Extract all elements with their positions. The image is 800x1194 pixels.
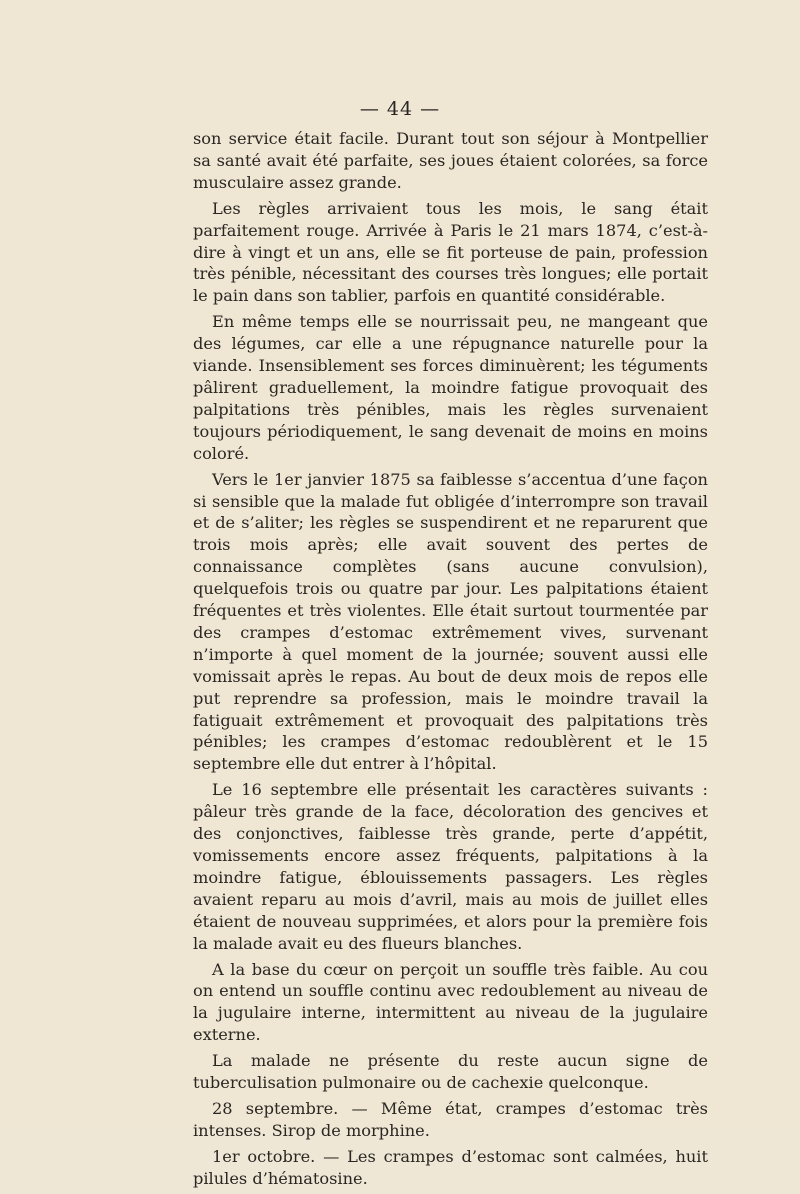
paragraph: 28 septembre. — Même état, crampes d’estomac très intenses. Sirop de morphine. bbox=[193, 1098, 708, 1140]
paragraph: Vers le 1er janvier 1875 sa faiblesse s’accentua d’une façon si sensible que la malade fut obligée d’interrompre son travail et de s’aliter; les règles se suspendirent et ne reparurent que trois mois après; elle avait souvent des pertes de connaissance complètes (sans aucune convulsion), quelquefois trois ou quatre par jour. Les palpitations étaient fréquentes et très violentes. Elle était surtout tourmentée par des crampes d’estomac extrêmement vives, survenant n’importe à quel moment de la journée; souvent aussi elle vomissait après le repas. Au bout de deux mois de repos elle put reprendre sa profession, mais le moindre travail la fatiguait extrêmement et provoquait des palpitations très pénibles; les crampes d’estomac redoublèrent et le 15 septembre elle dut entrer à l’hôpital. bbox=[193, 469, 708, 774]
paragraph: A la base du cœur on perçoit un souffle très faible. Au cou on entend un souffle continu avec redoublement au niveau de la jugulaire interne, intermittent au niveau de la jugulaire externe. bbox=[193, 959, 708, 1045]
body-text bbox=[193, 128, 708, 1194]
paragraph: son service était facile. Durant tout son séjour à Montpellier sa santé avait été parfaite, ses joues étaient colorées, sa force musculaire assez grande. bbox=[193, 129, 708, 192]
page-number: — 44 — bbox=[359, 98, 441, 120]
paragraph: La malade ne présente du reste aucun signe de tuberculisation pulmonaire ou de cachexie quelconque. bbox=[193, 1051, 708, 1093]
paragraph: En même temps elle se nourrissait peu, ne mangeant que des légumes, car elle a une répugnance naturelle pour la viande. Insensiblement ses forces diminuèrent; les téguments pâlirent graduellement, la moindre fatigue provoquait des palpitations très pénibles, mais les règles survenaient toujours périodiquement, le sang devenait de moins en moins coloré. bbox=[193, 312, 708, 463]
paragraph: Le 16 septembre elle présentait les caractères suivants : pâleur très grande de la face, décoloration des gencives et des conjonctives, faiblesse très grande, perte d’appétit, vomissements encore assez fréquents, palpitations à la moindre fatigue, éblouissements passagers. Les règles avaient reparu au mois d’avril, mais au mois de juillet elles étaient de nouveau supprimées, et alors pour la première fois la malade avait eu des flueurs blanches. bbox=[193, 780, 708, 953]
paragraph: Les règles arrivaient tous les mois, le sang était parfaitement rouge. Arrivée à Paris le 21 mars 1874, c’est-à-dire à vingt et un ans, elle se fit porteuse de pain, profession très pénible, nécessitant des courses très longues; elle portait le pain dans son tablier, parfois en quantité considérable. bbox=[193, 198, 708, 306]
paragraph: 1er octobre. — Les crampes d’estomac sont calmées, huit pilules d’hématosine. bbox=[193, 1146, 708, 1188]
